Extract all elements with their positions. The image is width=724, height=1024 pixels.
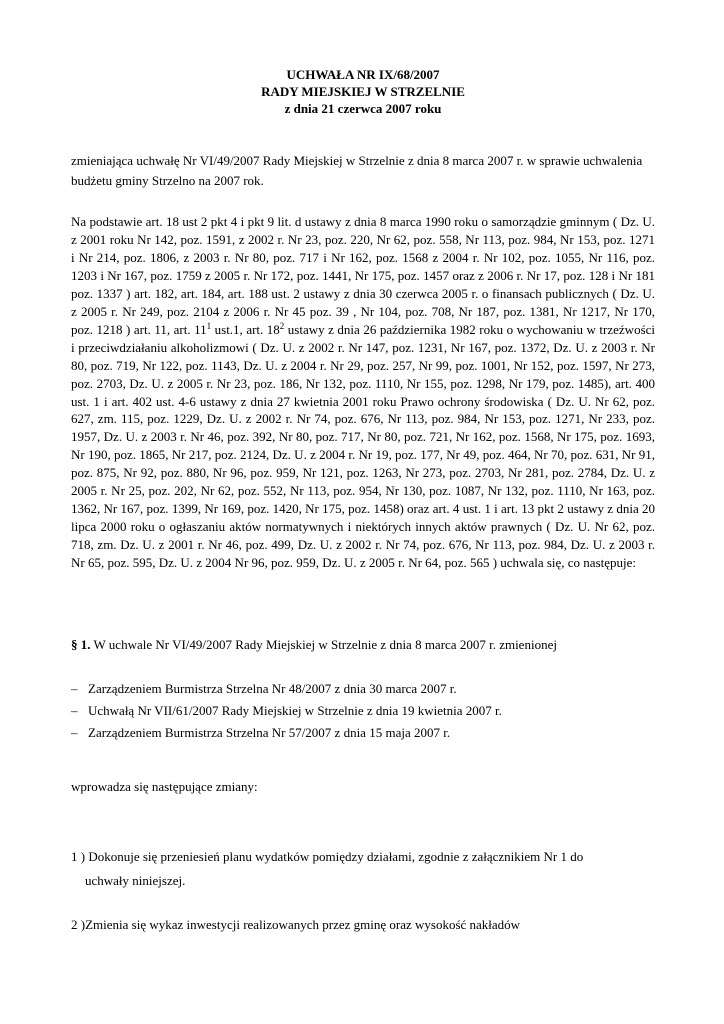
list-item-text: Zarządzeniem Burmistrza Strzelna Nr 57/2007 z dnia 15 maja 2007 r. [88,725,451,740]
list-item [71,724,655,746]
resolution-subject: zmieniająca uchwałę Nr VI/49/2007 Rady Miejskiej w Strzelnie z dnia 8 marca 2007 r. w sprawie uchwalenia budżetu gminy Strzelno na 2007 rok. [71,153,643,188]
change-1-line-2: uchwały niniejszej. [85,873,186,888]
list-item [71,702,655,724]
legal-basis-text-3: ustawy z dnia 26 października 1982 roku o wychowaniu w trzeźwości i przeciwdziałaniu alkoholizmowi ( Dz. U. z 2002 r. Nr 147, poz. 1231, Nr 167, poz. 1372, Dz. U. z 2003 r. Nr 80, poz. 719, Nr 122, poz. 1143, Dz. U. z 2004 r. Nr 29, poz. 257, Nr 99, poz. 1001, Nr 152, poz. 1597, Nr 273, poz. 2703, Dz. U. z 2005 r. Nr 23, poz. 186, Nr 132, poz. 1110, Nr 155, poz. 1298, Nr 179, poz. 1485), art. 400 ust. 1 i art. 402 ust. 4-6 ustawy z dnia 27 kwietnia 2001 roku Prawo ochrony środowiska ( Dz. U. Nr 62, poz. 627, zm. 115, poz. 1229, Dz. U. z 2002 r. Nr 74, poz. 676, Nr 113, poz. 984, Nr 153, poz. 1271, Nr 233, poz. 1957, Dz. U. z 2003 r. Nr 46, poz. 392, Nr 80, poz. 717, Nr 80, poz. 721, Nr 162, poz. 1568, Nr 175, poz. 1693, Nr 190, poz. 1865, Nr 217, poz. 2124, Dz. U. z 2004 r. Nr 19, poz. 177, Nr 49, poz. 464, Nr 70, poz. 631, Nr 91, poz. 875, Nr 92, poz. 880, Nr 96, poz. 959, Nr 121, poz. 1263, Nr 273, poz. 2703, Nr 281, poz. 2784, Dz. U. z 2005 r. Nr 25, poz. 202, Nr 62, poz. 552, Nr 113, poz. 954, Nr 130, poz. 1087, Nr 132, poz. 1110, Nr 163, poz. 1362, Nr 167, poz. 1399, Nr 169, poz. 1420, Nr 175, poz. 1458) oraz art. 4 ust. 1 i art. 13 pkt 2 ustawy z dnia 20 lipca 2000 roku o ogłaszaniu aktów normatywnych i niektórych innych aktów prawnych ( Dz. U. Nr 62, poz. 718, zm. Dz. U. z 2001 r. Nr 46, poz. 499, Dz. U. z 2002 r. Nr 74, poz. 676, Nr 113, poz. 984, Dz. U. z 2003 r. Nr 65, poz. 595, Dz. U. z 2004 Nr 96, poz. 959, Dz. U. z 2005 r. Nr 64, poz. 565 ) uchwala się, co następuje: [71,321,656,571]
legal-basis-text-1: Na podstawie art. 18 ust 2 pkt 4 i pkt 9 lit. d ustawy z dnia 8 marca 1990 roku o samorządzie gminnym ( Dz. U. z 2001 roku Nr 142, poz. 1591, z 2002 r. Nr 23, poz. 220, Nr 62, poz. 558, Nr 113, poz. 984, Nr 153, poz. 1271 i Nr 214, poz. 1806, z 2003 r. Nr 80, poz. 717 i Nr 162, poz. 1568 z 2004 r. Nr 102, poz. 1055, Nr 116, poz. 1203 i Nr 167, poz. 1759 z 2005 r. Nr 172, poz. 1441, Nr 175, poz. 1457 oraz z 2006 r. Nr 17, poz. 128 i Nr 181 poz. 1337 ) art. 182, art. 184, art. 188 ust. 2 ustawy z dnia 30 czerwca 2005 r. o finansach publicznych ( Dz. U. z 2005 r. Nr 249, poz. 2104 z 2006 r. Nr 45 poz. 39 , Nr 104, poz. 708, Nr 187, poz. 1381, Nr 1217, Nr 170, poz. 1218 ) art. 11, art. 11 [71,214,655,337]
list-item-text: Zarządzeniem Burmistrza Strzelna Nr 48/2007 z dnia 30 marca 2007 r. [88,681,457,696]
legal-basis-paragraph [71,213,655,572]
amendment-list [71,680,655,746]
council-name: RADY MIEJSKIEJ W STRZELNIE [261,84,465,99]
change-2: 2 )Zmienia się wykaz inwestycji realizowanych przez gminę oraz wysokość nakładów [71,917,521,932]
superscript-2: 2 [279,320,285,331]
dash-bullet: – [71,725,78,740]
change-1 [71,845,655,893]
dash-bullet: – [71,703,78,718]
dash-bullet: – [71,681,78,696]
list-item-text: Uchwałą Nr VII/61/2007 Rady Miejskiej w Strzelnie z dnia 19 kwietnia 2007 r. [88,703,502,718]
resolution-date: z dnia 21 czerwca 2007 roku [284,101,442,116]
superscript-1: 1 [206,320,212,331]
changes-intro: wprowadza się następujące zmiany: [71,779,258,794]
resolution-header [71,66,655,117]
change-1-line-1: 1 ) Dokonuje się przeniesień planu wydatków pomiędzy działami, zgodnie z załącznikiem Nr 1 do [71,849,584,864]
resolution-number: UCHWAŁA NR IX/68/2007 [286,67,440,82]
section-1-text: W uchwale Nr VI/49/2007 Rady Miejskiej w Strzelnie z dnia 8 marca 2007 r. zmienionej [90,637,557,652]
legal-basis-text-2: ust.1, art. 18 [211,321,280,337]
section-sign: § 1. [71,637,91,652]
section-1 [71,636,655,654]
list-item [71,680,655,702]
